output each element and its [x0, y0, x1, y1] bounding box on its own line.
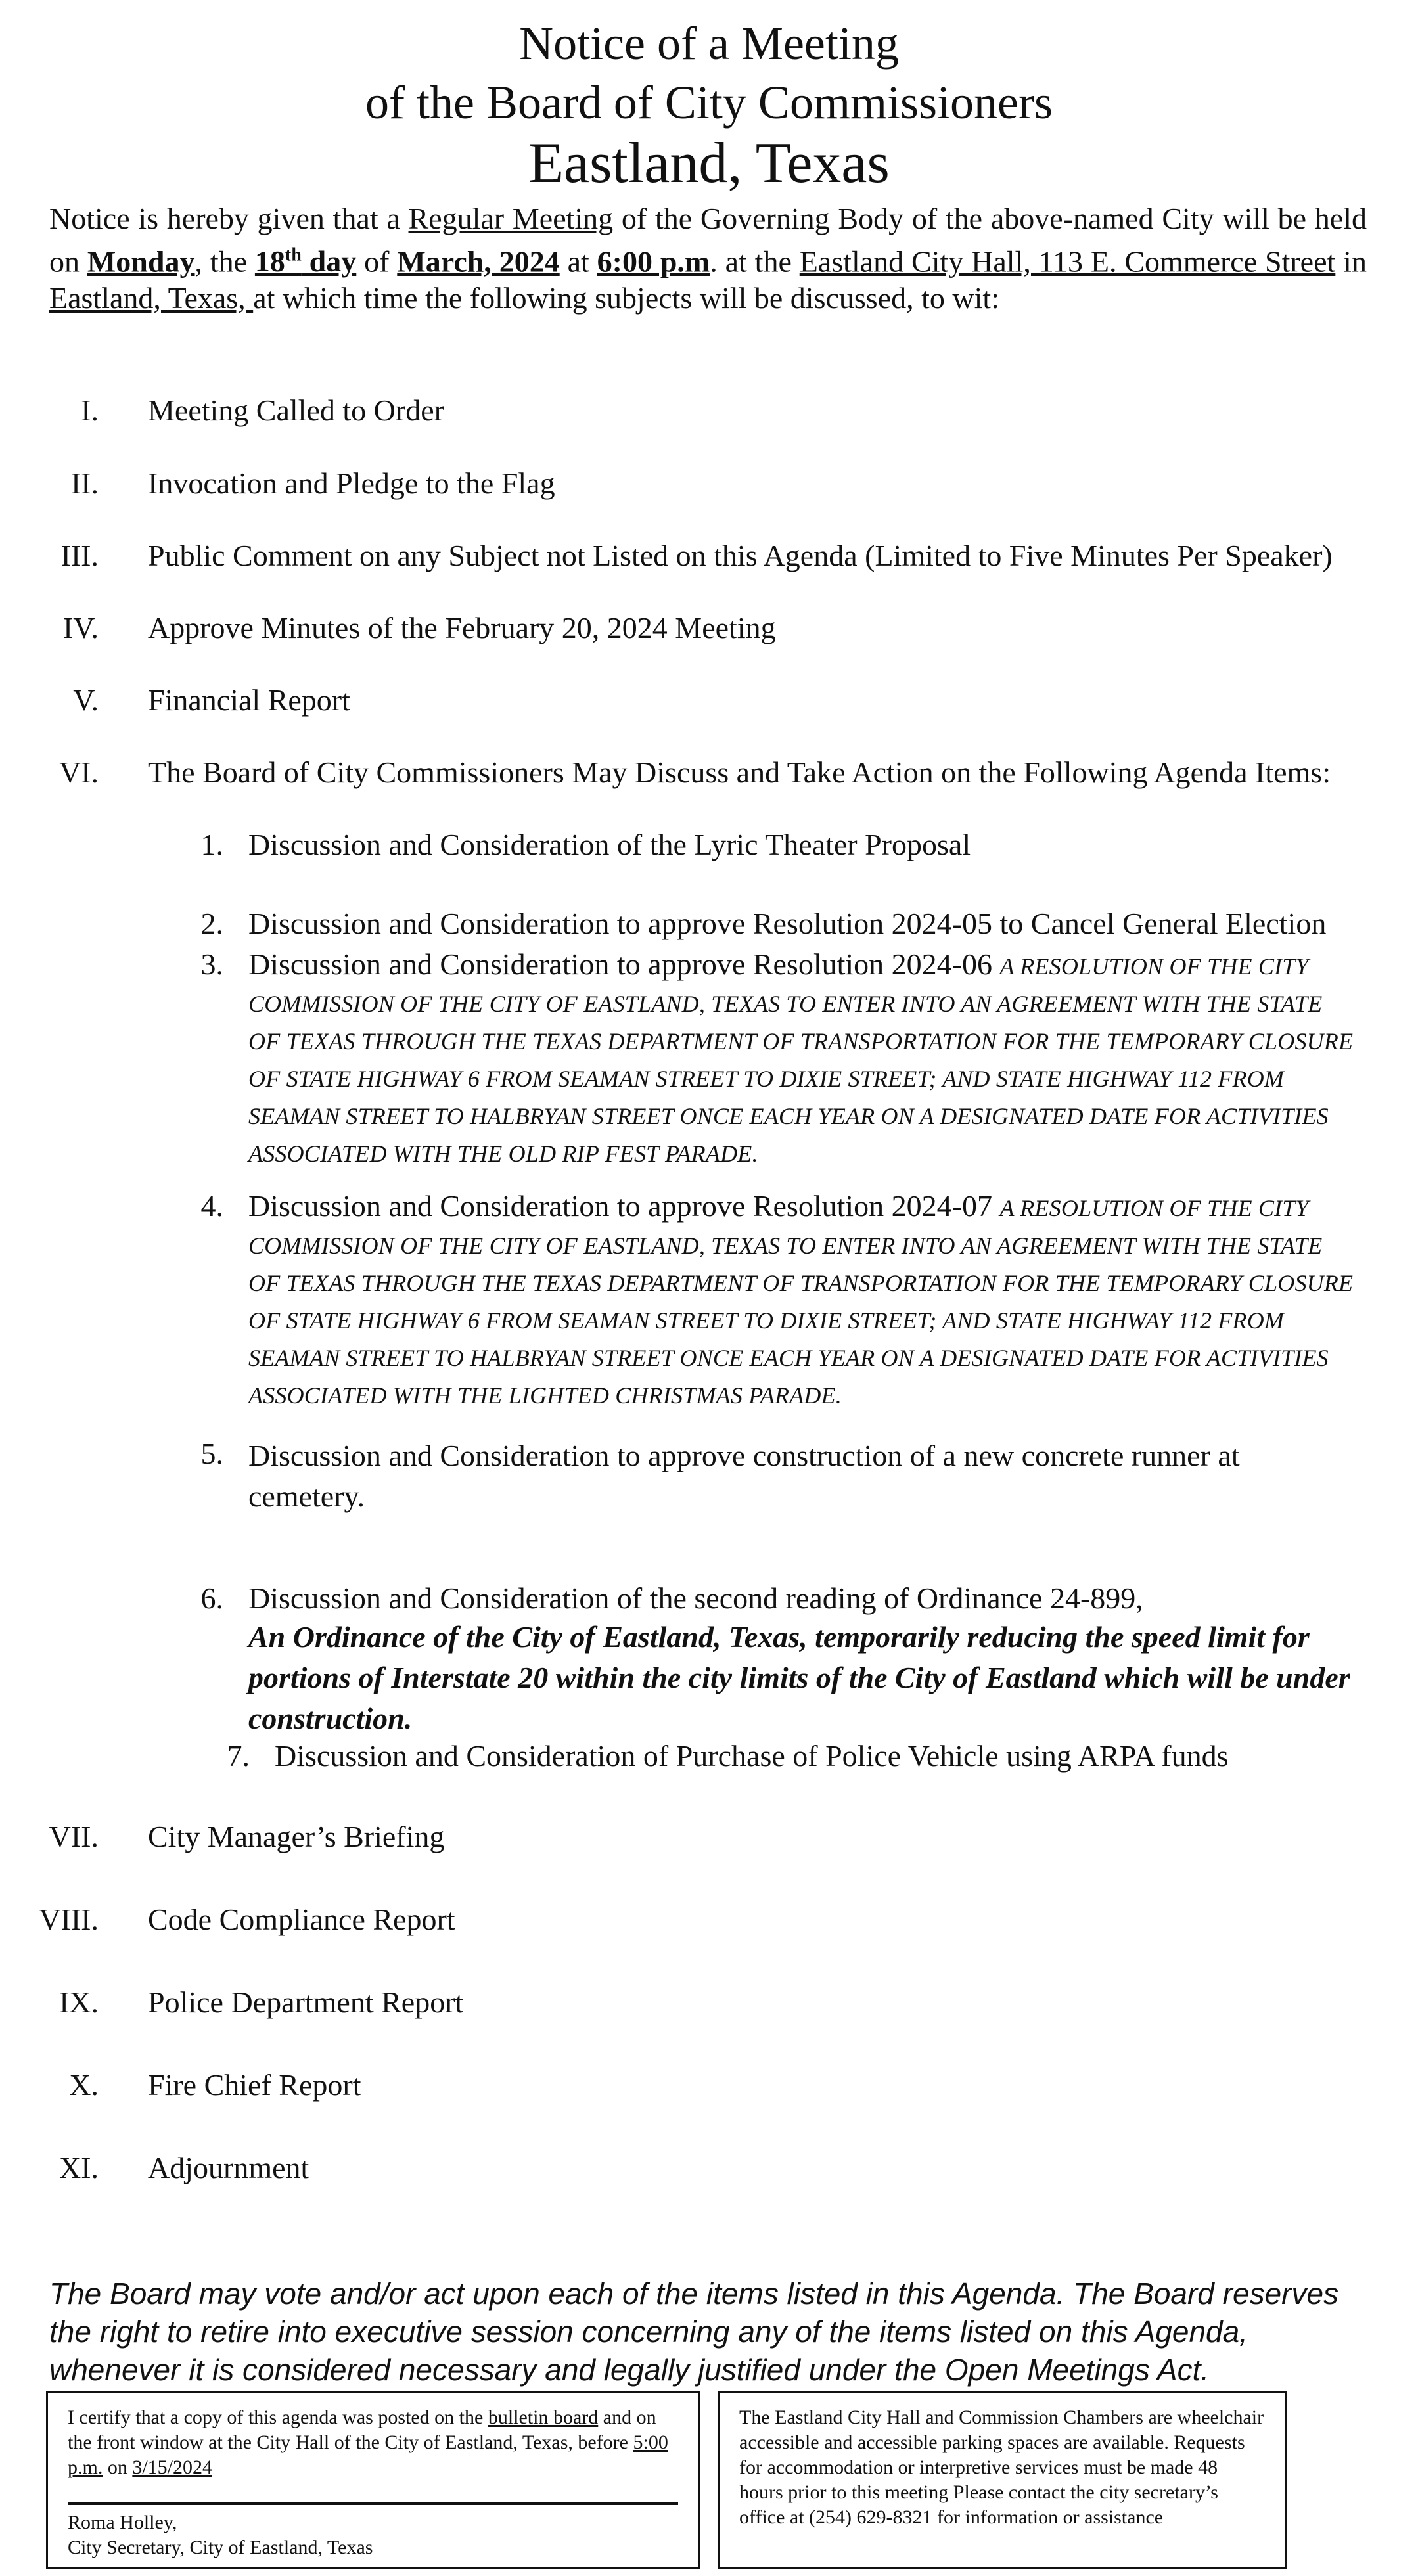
meeting-type: Regular Meeting [408, 202, 614, 235]
agenda-text: Police Department Report [148, 1985, 464, 2019]
agenda-number: VIII. [39, 1903, 99, 1936]
agenda-item [0, 1819, 1418, 1858]
certify-text: I certify that a copy of this agenda was posted on the [68, 2407, 488, 2428]
intro-paragraph [49, 200, 1367, 317]
sub-item-text [248, 946, 1359, 1171]
city-name: Eastland, Texas [528, 131, 890, 195]
intro-text: at [559, 244, 597, 279]
agenda-number: I. [81, 394, 99, 427]
agenda-item [0, 610, 1418, 649]
agenda-text: Code Compliance Report [148, 1903, 455, 1936]
signer-title: City Secretary, City of Eastland, Texas [68, 2537, 373, 2558]
agenda-item [0, 682, 1418, 721]
agenda-number: III. [60, 539, 99, 572]
certification-text [68, 2405, 678, 2480]
sub-item-lead: Discussion and Consideration to approve Resolution 2024-07 [248, 1189, 1000, 1223]
meeting-location: Eastland City Hall, 113 E. Commerce Street [799, 244, 1336, 279]
ordinance-text: An Ordinance of the City of Eastland, Texas, temporarily reducing the speed limit for portions of Interstate 20 within the city limits of the City of Eastland which will be under construction. [248, 1620, 1350, 1735]
bulletin-board: bulletin board [488, 2407, 599, 2428]
sub-item-number: 7. [227, 1739, 250, 1773]
agenda-text: City Manager’s Briefing [148, 1820, 445, 1853]
agenda-item [0, 2067, 1418, 2106]
day-suffix: th [285, 245, 302, 265]
sub-item-number: 2. [200, 907, 223, 940]
agenda-number: IV. [62, 611, 99, 644]
notice-title: Notice of a Meeting [519, 17, 899, 70]
agenda-text: Financial Report [148, 683, 350, 717]
agenda-text: Public Comment on any Subject not Listed on this Agenda (Limited to Five Minutes Per Speaker) [148, 539, 1333, 572]
sub-item-number: 1. [200, 828, 223, 861]
agenda-text: Invocation and Pledge to the Flag [148, 466, 555, 500]
sub-item-number: 6. [200, 1581, 223, 1615]
intro-text: at which time the following subjects will be discussed, to wit: [253, 281, 999, 315]
day-number: 18 [254, 244, 285, 279]
accessibility-text: The Eastland City Hall and Commission Chambers are wheelchair accessible and accessible parking spaces are available. Requests for accommodation or interpretive services must be made 48 hours prior to this meeting Please contact the city secretary’s office at (254) 629-8321 for information or assistance [739, 2407, 1264, 2528]
closing-statement: The Board may vote and/or act upon each of the items listed in this Agenda. The Board reserves the right to retire into executive session concerning any of the items listed on this Agenda, whenever it is considered necessary and legally justified under the Open Meetings Act. [49, 2276, 1339, 2387]
notice-subtitle: of the Board of City Commissioners [365, 76, 1053, 129]
day-word: day [301, 244, 357, 279]
sub-item-number: 4. [200, 1189, 223, 1223]
sub-item-text: Discussion and Consideration of the Lyric Theater Proposal [248, 828, 971, 861]
resolution-text: A RESOLUTION OF THE CITY COMMISSION OF THE CITY OF EASTLAND, TEXAS TO ENTER INTO AN AGREEMENT WITH THE STATE OF TEXAS THROUGH THE TEXAS DEPARTMENT OF TRANSPORTATION FOR THE TEMPORARY CLOSURE OF STATE HIGHWAY 6 FROM SEAMAN STREET TO DIXIE STREET; AND STATE HIGHWAY 112 FROM SEAMAN STREET TO HALBRYAN STREET ONCE EACH YEAR ON A DESIGNATED DATE FOR ACTIVITIES ASSOCIATED WITH THE LIGHTED CHRISTMAS PARADE. [248, 1195, 1354, 1409]
intro-text: , the [194, 244, 255, 279]
meeting-time: 6:00 p.m [597, 244, 710, 279]
agenda-number: II. [70, 466, 99, 500]
agenda-number: V. [73, 683, 99, 717]
intro-text: in [1335, 244, 1367, 279]
sub-item-text [248, 1580, 1359, 1739]
agenda-item [0, 2150, 1418, 2189]
intro-text: of the Governing Body of the above-named City will be held on [49, 202, 1367, 279]
agenda-number: VI. [58, 756, 99, 789]
agenda-text: Meeting Called to Order [148, 394, 444, 427]
intro-text: Notice is hereby given that a [49, 202, 409, 235]
agenda-number: X. [69, 2068, 99, 2102]
resolution-text: A RESOLUTION OF THE CITY COMMISSION OF THE CITY OF EASTLAND, TEXAS TO ENTER INTO AN AGREEMENT WITH THE STATE OF TEXAS THROUGH THE TEXAS DEPARTMENT OF TRANSPORTATION FOR THE TEMPORARY CLOSURE OF STATE HIGHWAY 6 FROM SEAMAN STREET TO DIXIE STREET; AND STATE HIGHWAY 112 FROM SEAMAN STREET TO HALBRYAN STREET ONCE EACH YEAR ON A DESIGNATED DATE FOR ACTIVITIES ASSOCIATED WITH THE OLD RIP FEST PARADE. [248, 953, 1354, 1167]
agenda-text: Fire Chief Report [148, 2068, 361, 2102]
sub-item-text: Discussion and Consideration to approve construction of a new concrete runner at cemetery. [248, 1439, 1240, 1513]
sub-item-lead: Discussion and Consideration of the second reading of Ordinance 24-899, [248, 1581, 1143, 1615]
agenda-text: The Board of City Commissioners May Discuss and Take Action on the Following Agenda Items: [148, 756, 1331, 789]
meeting-city: Eastland, Texas, [49, 281, 254, 315]
signature-line [68, 2502, 678, 2505]
sub-item-lead: Discussion and Consideration to approve Resolution 2024-06 [248, 947, 1000, 981]
signer-name: Roma Holley, [68, 2512, 177, 2533]
sub-item-number: 5. [200, 1437, 223, 1470]
agenda-item [0, 754, 1418, 794]
certify-text: on [103, 2456, 133, 2478]
agenda-item [0, 465, 1418, 505]
agenda-text: Approve Minutes of the February 20, 2024 Meeting [148, 611, 776, 644]
agenda-item [0, 1901, 1418, 1941]
posting-time: 5:00 p.m. [68, 2431, 668, 2478]
sub-item-number: 3. [200, 947, 223, 981]
agenda-item [0, 1984, 1418, 2023]
meeting-day-name: Monday [87, 244, 195, 279]
meeting-month-year: March, 2024 [397, 244, 560, 279]
sub-item-text: Discussion and Consideration of Purchase of Police Vehicle using ARPA funds [275, 1739, 1229, 1773]
intro-text: . at the [710, 244, 800, 279]
certify-text: and on the front window at the City Hall of the City of Eastland, Texas, before [68, 2407, 656, 2453]
agenda-number: XI. [58, 2151, 99, 2184]
agenda-item [0, 392, 1418, 432]
certification-box [46, 2391, 700, 2569]
agenda-number: VII. [49, 1820, 99, 1853]
posting-date: 3/15/2024 [132, 2456, 213, 2478]
intro-text: of [356, 244, 398, 279]
accessibility-box [718, 2391, 1287, 2569]
agenda-text: Adjournment [148, 2151, 309, 2184]
sub-item-text: Discussion and Consideration to approve Resolution 2024-05 to Cancel General Election [248, 907, 1327, 940]
agenda-item [0, 537, 1418, 577]
signer [68, 2510, 373, 2560]
sub-item-text [248, 1188, 1359, 1412]
agenda-number: IX. [58, 1985, 99, 2019]
meeting-day [255, 244, 356, 278]
